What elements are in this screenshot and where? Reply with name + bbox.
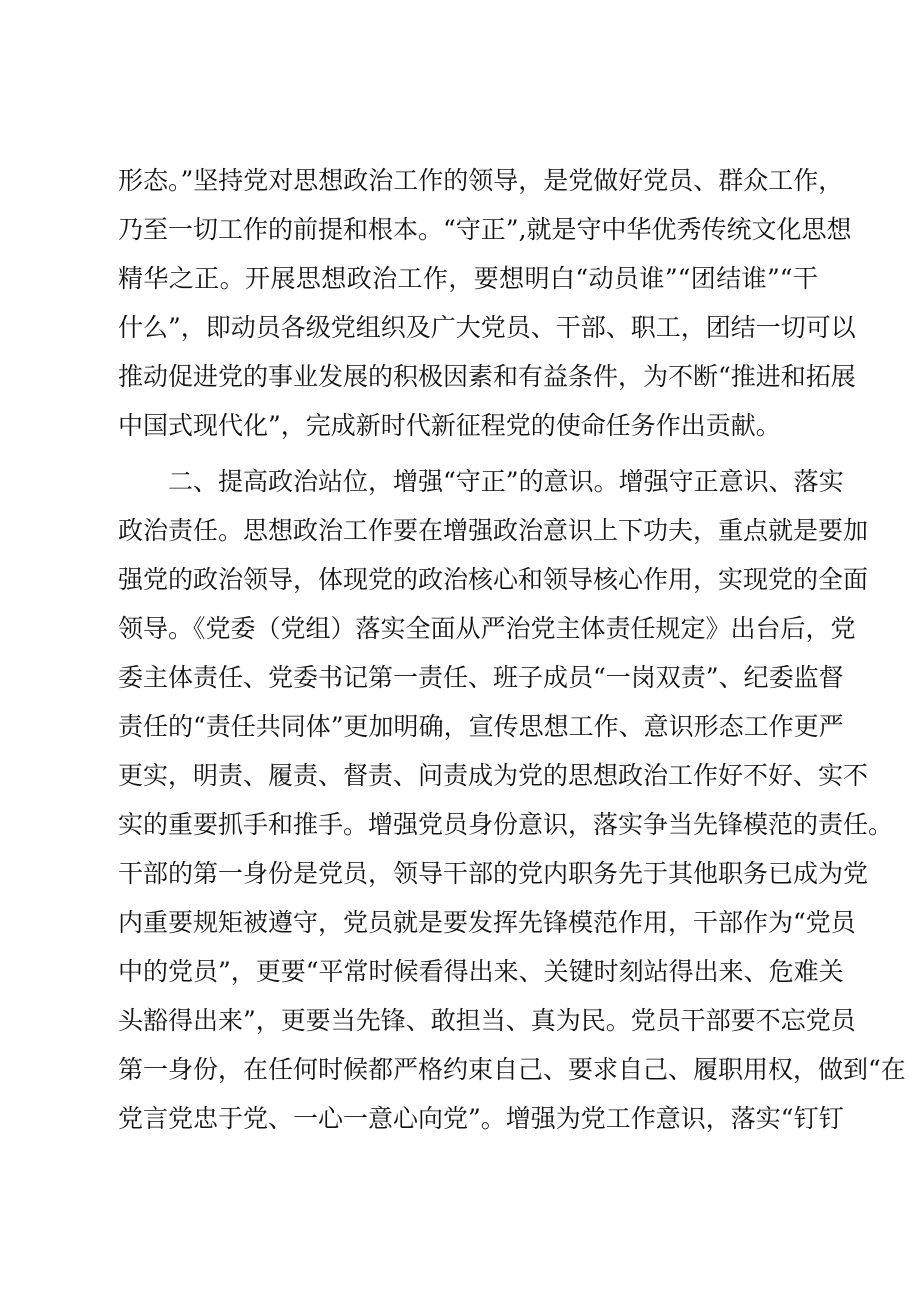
paragraph-2-line: 更实，明责、履责、督责、问责成为党的思想政治工作好不好、实不: [118, 761, 869, 790]
paragraph-2-line: 强党的政治领导，体现党的政治核心和领导核心作用，实现党的全面: [118, 565, 869, 594]
paragraph-1-line: 精华之正。开展思想政治工作，要想明白“动员谁”“团结谁”“干: [118, 264, 818, 293]
paragraph-2-line: 干部的第一身份是党员，领导干部的党内职务先于其他职务已成为党: [118, 859, 869, 888]
paragraph-2-line: 中的党员”，更要“平常时候看得出来、关键时刻站得出来、危难关: [118, 957, 844, 986]
paragraph-1: [118, 156, 856, 450]
paragraph-2: [118, 457, 906, 1143]
paragraph-2-line: 实的重要抓手和推手。增强党员身份意识，落实争当先锋模范的责任。: [118, 810, 894, 839]
paragraph-1-line: 推动促进党的事业发展的积极因素和有益条件，为不断“推进和拓展: [118, 362, 856, 391]
paragraph-2-line: 委主体责任、党委书记第一责任、班子成员“一岗双责”、纪委监督: [118, 663, 844, 692]
paragraph-2-line: 内重要规矩被遵守，党员就是要发挥先锋模范作用，干部作为“党员: [118, 908, 856, 937]
paragraph-2-line: 第一身份，在任何时候都严格约束自己、要求自己、履职用权，做到“在: [118, 1055, 906, 1084]
paragraph-2-line: 领导。《党委（党组）落实全面从严治党主体责任规定》出台后，党: [118, 614, 856, 643]
paragraph-2-line: 头豁得出来”，更要当先锋、敢担当、真为民。党员干部要不忘党员: [118, 1006, 856, 1035]
paragraph-1-line: 什么”，即动员各级党组织及广大党员、干部、职工，团结一切可以: [118, 313, 856, 342]
paragraph-1-line: 乃至一切工作的前提和根本。“守正”,就是守中华优秀传统文化思想: [118, 215, 852, 244]
paragraph-2-heading-line: 二、提高政治站位，增强“守正”的意识。增强守正意识、落实: [168, 467, 844, 496]
paragraph-2-line: 党言党忠于党、一心一意心向党”。增强为党工作意识，落实“钉钉: [118, 1104, 844, 1133]
paragraph-2-line: 责任的“责任共同体”更加明确，宣传思想工作、意识形态工作更严: [118, 712, 844, 741]
paragraph-2-line: 政治责任。思想政治工作要在增强政治意识上下功夫，重点就是要加: [118, 516, 869, 545]
paragraph-1-line: 中国式现代化”，完成新时代新征程党的使命任务作出贡献。: [118, 411, 781, 440]
paragraph-1-line: 形态。”坚持党对思想政治工作的领导，是党做好党员、群众工作，: [118, 166, 844, 195]
